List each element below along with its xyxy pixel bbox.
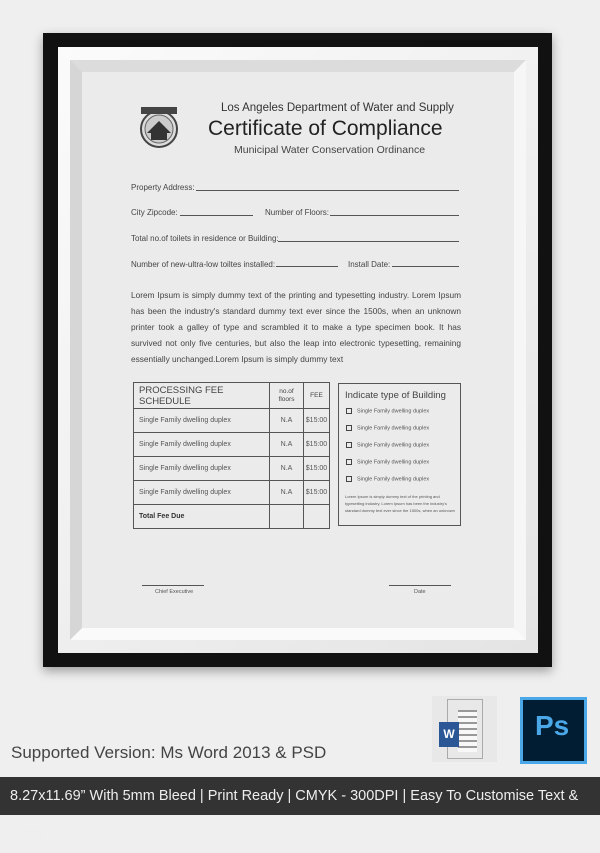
row-fee: $15:00 [304, 457, 330, 481]
checkbox[interactable] [346, 408, 352, 414]
word-icon [432, 696, 497, 762]
ultra-low-label: Number of new-ultra-low toiltes installed: [131, 260, 276, 269]
table-row [134, 457, 330, 481]
building-type-box [338, 383, 461, 526]
fee-schedule-table [133, 382, 330, 529]
row-fee: $15:00 [304, 433, 330, 457]
date-label: Date [414, 589, 426, 595]
install-date-label: Install Date: [348, 260, 391, 269]
property-address-field[interactable] [196, 190, 459, 191]
department-name: Los Angeles Department of Water and Supply [221, 102, 454, 114]
total-row [134, 505, 330, 529]
signature-line-right[interactable] [389, 585, 451, 586]
row-floors: N.A [270, 457, 304, 481]
row-fee: $15:00 [304, 481, 330, 505]
row-floors: N.A [270, 481, 304, 505]
header-fee: FEE [304, 383, 330, 409]
row-type: Single Family dwelling duplex [134, 409, 270, 433]
table-header-row [134, 383, 330, 409]
option-label: Single Family dwelling duplex [357, 408, 430, 415]
property-address-label: Property Address: [131, 183, 195, 192]
row-type: Single Family dwelling duplex [134, 457, 270, 481]
checkbox[interactable] [346, 425, 352, 431]
table-row [134, 409, 330, 433]
option-label: Single Family dwelling duplex [357, 459, 430, 466]
floors-label: Number of Floors: [265, 208, 330, 217]
table-row [134, 433, 330, 457]
city-zipcode-field[interactable] [180, 215, 253, 216]
signature-line-left[interactable] [142, 585, 204, 586]
checkbox[interactable] [346, 442, 352, 448]
building-option[interactable] [346, 425, 429, 431]
row-type: Single Family dwelling duplex [134, 433, 270, 457]
certificate-title: Certificate of Compliance [208, 117, 443, 140]
building-option[interactable] [346, 459, 429, 465]
building-type-title: Indicate type of Building [345, 390, 446, 401]
toilets-field[interactable] [278, 241, 459, 242]
lorem-paragraph: Lorem Ipsum is simply dummy text of the printing and typesetting industry. Lorem Ipsum has been the industry's standard dummy text ever since the 1500s, when an unknown printer took a galley of type and scrambled it to make a type specimen book. It has survived not only five centuries, but also the leap into electronic typesetting, remaining essentially unchanged.Lorem Ipsum is simply dummy text [131, 290, 461, 364]
row-fee: $15:00 [304, 409, 330, 433]
header-schedule: PROCESSING FEE SCHEDULE [134, 383, 270, 409]
ultra-low-field[interactable] [276, 266, 338, 267]
floors-field[interactable] [330, 215, 459, 216]
building-option[interactable] [346, 476, 429, 482]
header-floors: no.of floors [270, 383, 304, 409]
total-floors-cell [270, 505, 304, 529]
word-icon-letter: W [439, 722, 459, 747]
checkbox[interactable] [346, 476, 352, 482]
row-type: Single Family dwelling duplex [134, 481, 270, 505]
checkbox[interactable] [346, 459, 352, 465]
city-zipcode-label: City Zipcode: [131, 208, 178, 217]
toilets-label: Total no.of toilets in residence or Building: [131, 234, 279, 243]
row-floors: N.A [270, 409, 304, 433]
total-fee-cell [304, 505, 330, 529]
photoshop-icon [520, 697, 587, 764]
option-label: Single Family dwelling duplex [357, 425, 430, 432]
building-option[interactable] [346, 442, 429, 448]
option-label: Single Family dwelling duplex [357, 442, 430, 449]
install-date-field[interactable] [392, 266, 459, 267]
chief-executive-label: Chief Executive [155, 589, 194, 595]
specs-bar: 8.27x11.69” With 5mm Bleed | Print Ready | CMYK - 300DPI | Easy To Customise Text & Color [0, 777, 600, 815]
building-option[interactable] [346, 408, 429, 414]
building-note: Lorem Ipsum is simply dummy text of the printing and typesetting industry. Lorem Ipsum has been the industry's standard dummy text ever since the 1500s, when an unknown [345, 494, 455, 513]
row-floors: N.A [270, 433, 304, 457]
certificate-subtitle: Municipal Water Conservation Ordinance [234, 144, 426, 156]
supported-version-text: Supported Version: Ms Word 2013 & PSD [11, 743, 327, 762]
option-label: Single Family dwelling duplex [357, 476, 430, 483]
logo [139, 103, 179, 149]
table-row [134, 481, 330, 505]
total-fee-label: Total Fee Due [134, 505, 270, 529]
ps-icon-letters: Ps [535, 710, 570, 741]
